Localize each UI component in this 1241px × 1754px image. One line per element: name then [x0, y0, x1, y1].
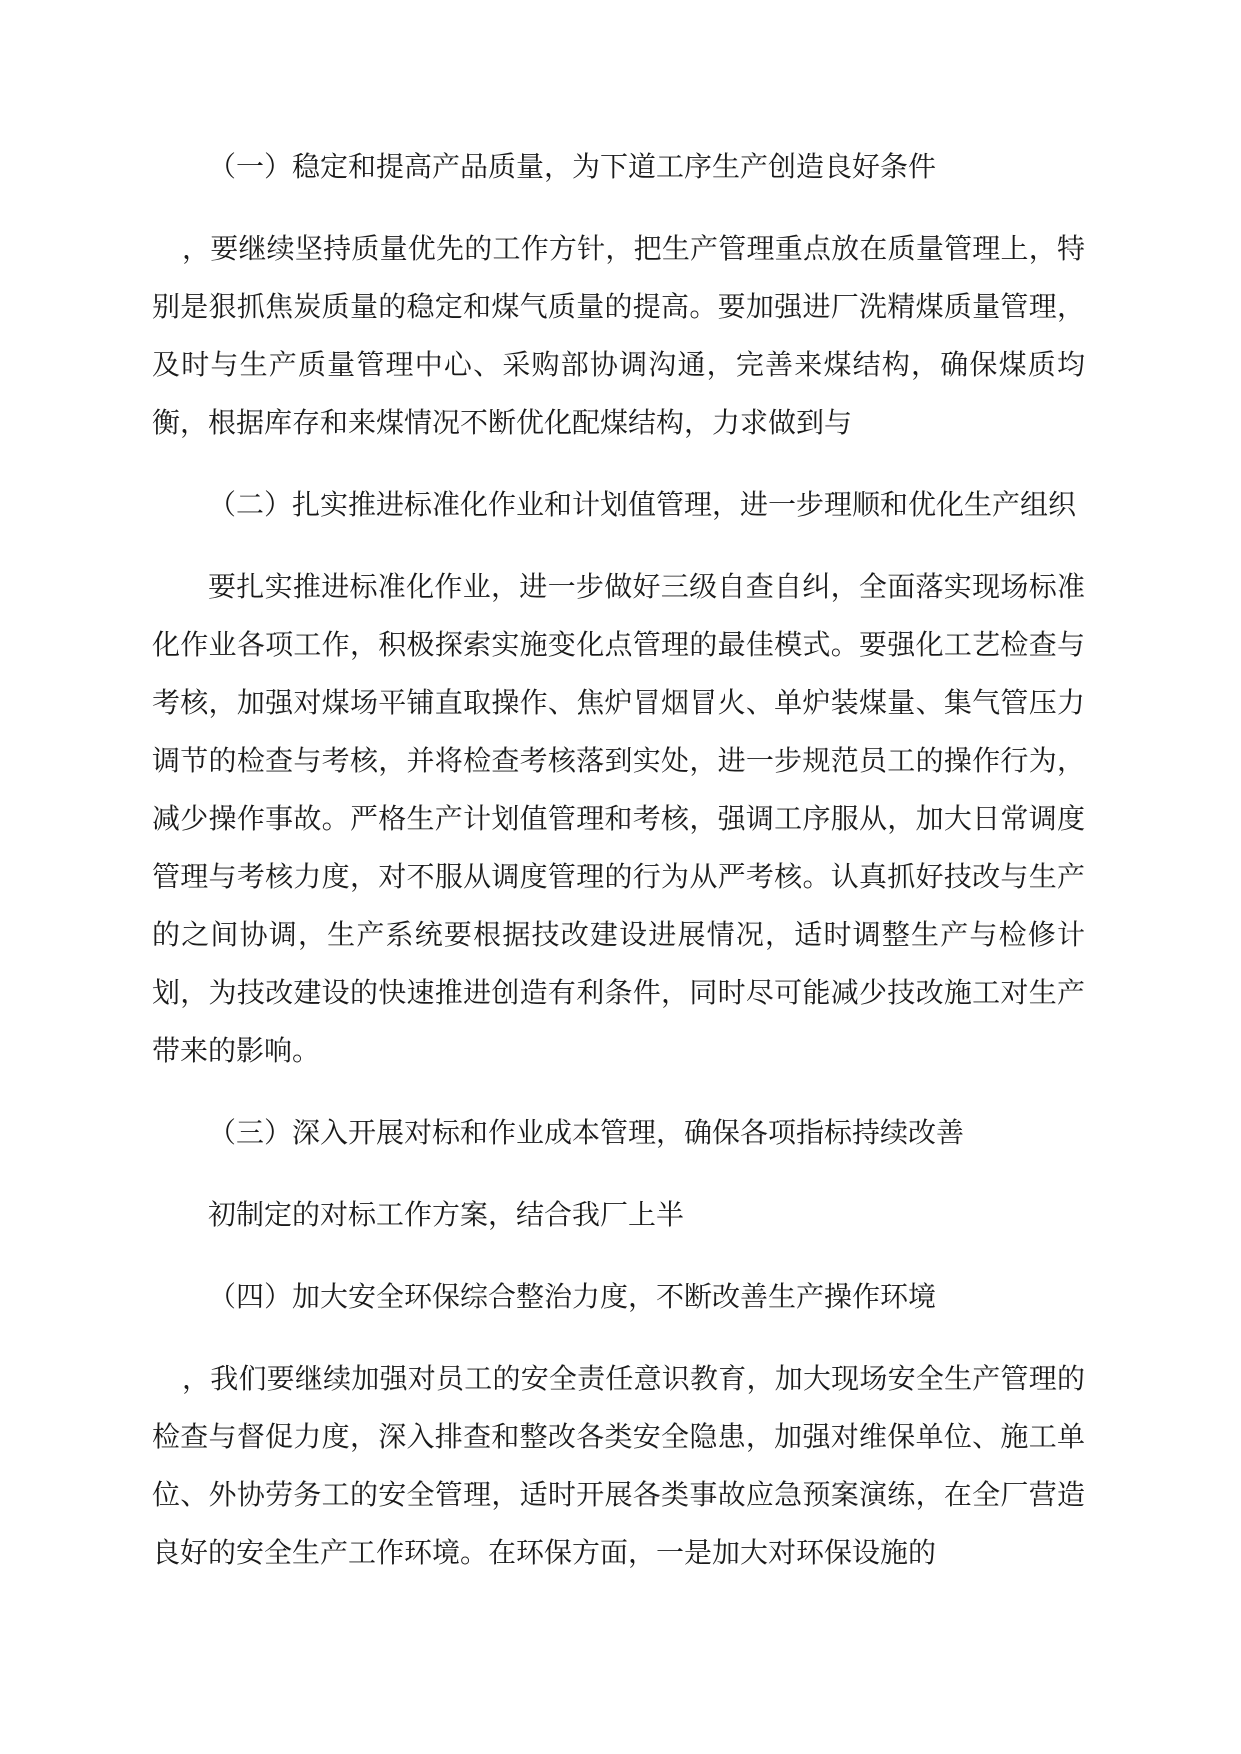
section-body-2: 要扎实推进标准化作业，进一步做好三级自查自纠，全面落实现场标准化作业各项工作，积极探索实施变化点管理的最佳模式。要强化工艺检查与考核，加强对煤场平铺直取操作、焦炉冒烟冒火、单炉装煤量、集气管压力调节的检查与考核，并将检查考核落到实处，进一步规范员工的操作行为，减少操作事故。严格生产计划值管理和考核，强调工序服从，加大日常调度管理与考核力度，对不服从调度管理的行为从严考核。认真抓好技改与生产的之间协调，生产系统要根据技改建设进展情况，适时调整生产与检修计划，为技改建设的快速推进创造有利条件，同时尽可能减少技改施工对生产带来的影响。: [152, 570, 1085, 1067]
section-body-3: 初制定的对标工作方案，结合我厂上半: [208, 1198, 685, 1231]
section-heading-3: （三）深入开展对标和作业成本管理，确保各项指标持续改善: [208, 1116, 965, 1149]
section-body-4: ，我们要继续加强对员工的安全责任意识教育，加大现场安全生产管理的检查与督促力度，深入排查和整改各类安全隐患，加强对维保单位、施工单位、外协劳务工的安全管理，适时开展各类事故应急预案演练，在全厂营造良好的安全生产工作环境。在环保方面，一是加大对环保设施的: [152, 1362, 1085, 1569]
section-heading-4: （四）加大安全环保综合整治力度，不断改善生产操作环境: [208, 1280, 937, 1313]
section-heading-2: （二）扎实推进标准化作业和计划值管理，进一步理顺和优化生产组织: [208, 488, 1077, 521]
document-page: [152, 138, 1085, 1606]
section-heading-1: （一）稳定和提高产品质量，为下道工序生产创造良好条件: [208, 150, 937, 183]
section-body-1: ，要继续坚持质量优先的工作方针，把生产管理重点放在质量管理上，特别是狠抓焦炭质量的稳定和煤气质量的提高。要加强进厂洗精煤质量管理，及时与生产质量管理中心、采购部协调沟通，完善来煤结构，确保煤质均衡，根据库存和来煤情况不断优化配煤结构，力求做到与: [152, 232, 1085, 439]
